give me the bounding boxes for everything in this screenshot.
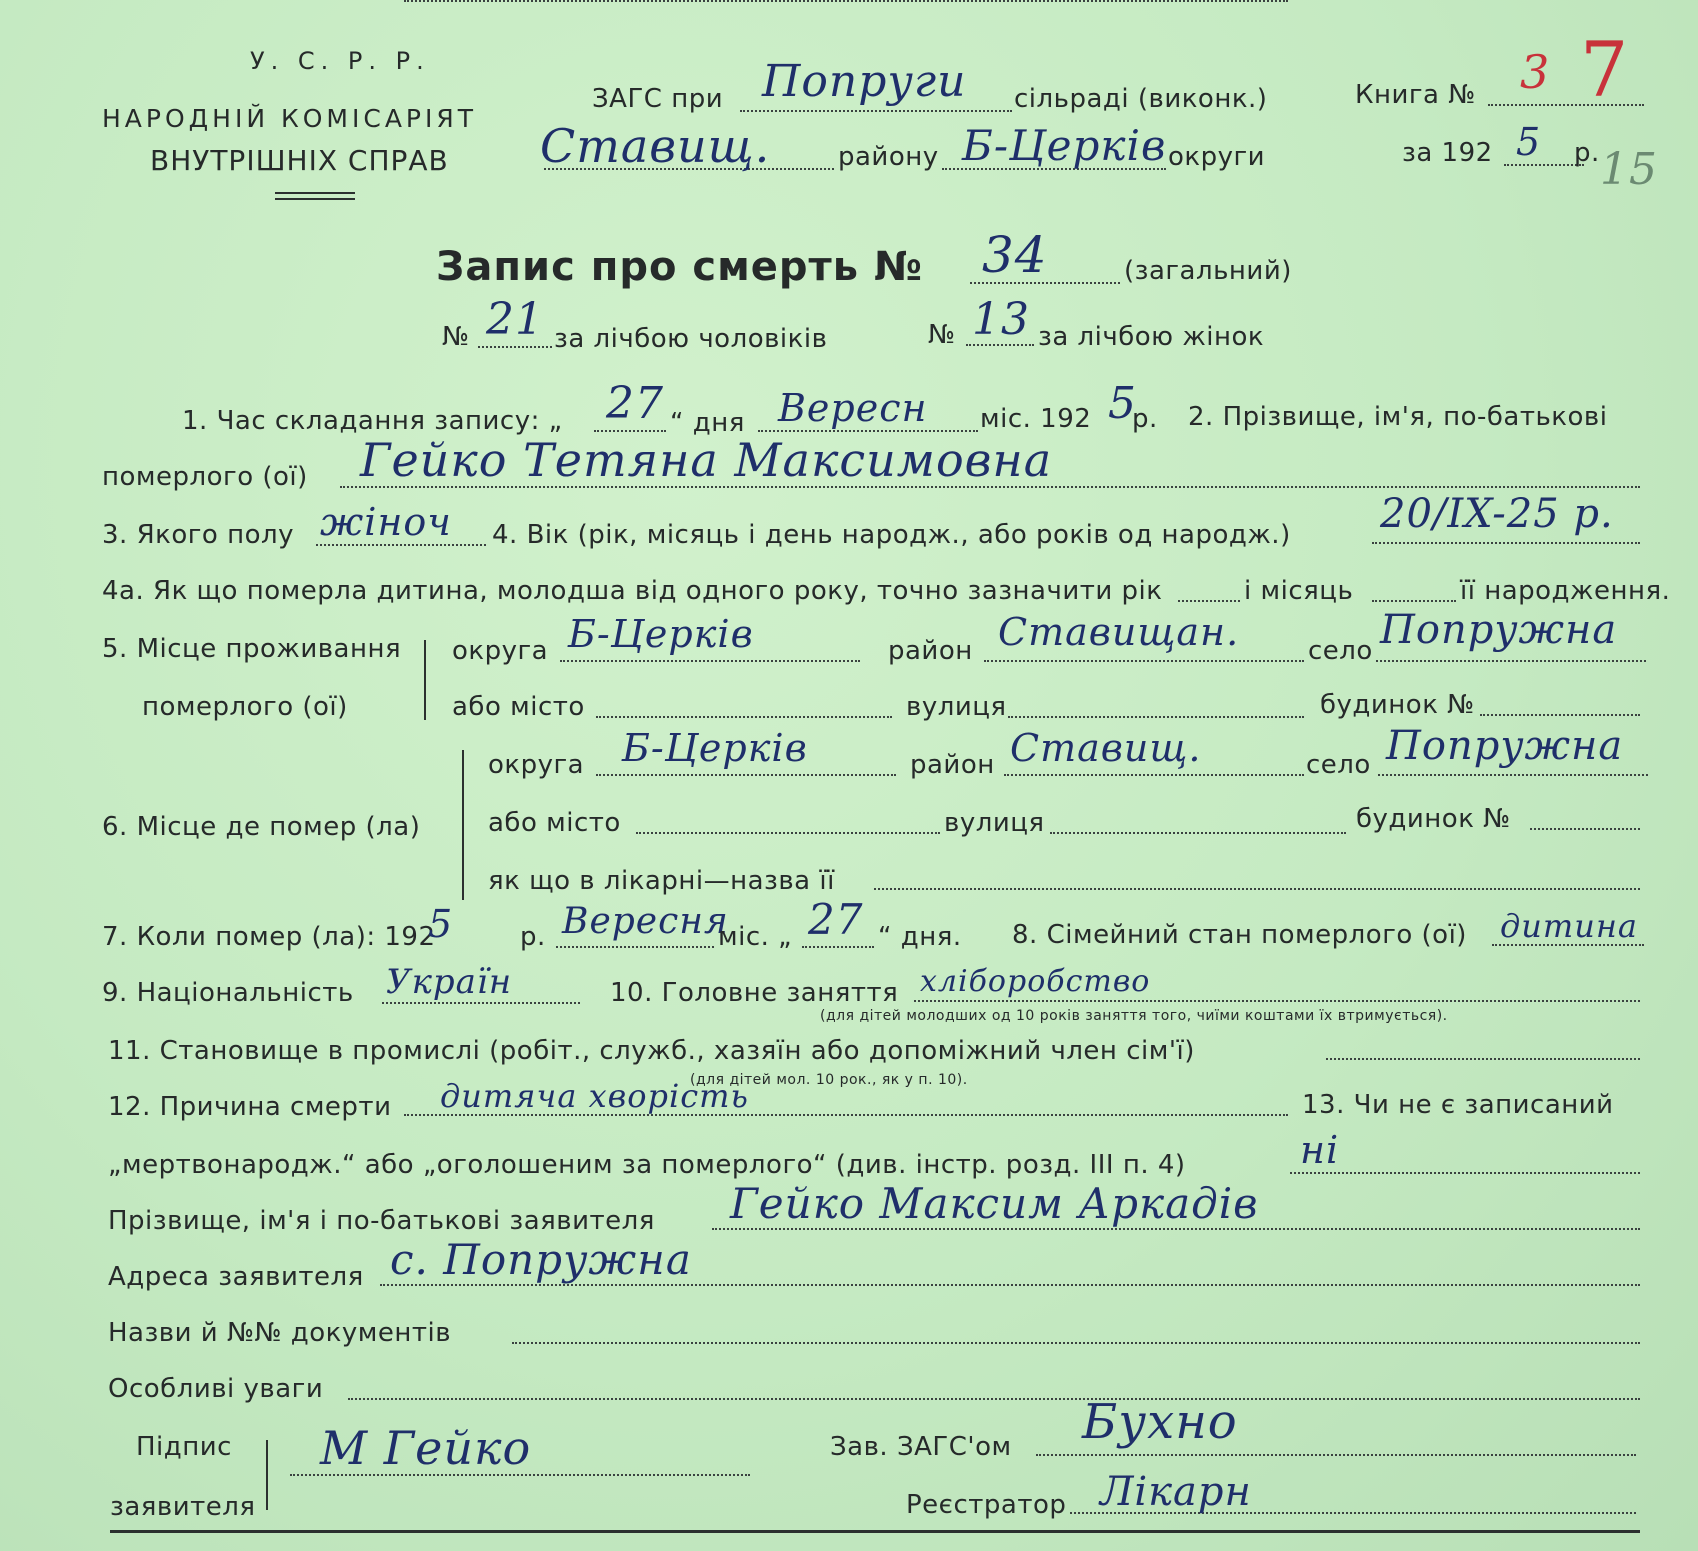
women-prefix: № bbox=[928, 320, 956, 350]
commissariat-line2: ВНУТРІШНІХ СПРАВ bbox=[150, 144, 449, 177]
zags-village-line bbox=[740, 110, 1012, 112]
f12-label: 12. Причина смерти bbox=[108, 1092, 392, 1122]
men-line bbox=[478, 346, 552, 348]
f6-label: 6. Місце де помер (ла) bbox=[102, 812, 421, 842]
f5-rayon-hw: Ставищан. bbox=[998, 610, 1240, 654]
sign-label-1: Підпис bbox=[136, 1432, 232, 1462]
f6-likarnia: як що в лікарні—назва її bbox=[488, 866, 835, 896]
f5-budynok-line bbox=[1480, 714, 1640, 716]
header-rule-1 bbox=[275, 192, 355, 194]
f3-line bbox=[316, 544, 486, 546]
f6-vulytsia-line bbox=[1050, 832, 1346, 834]
f4a-label-b: і місяць bbox=[1244, 576, 1354, 606]
f13-label: 13. Чи не є записаний bbox=[1302, 1090, 1614, 1120]
f7-month-line bbox=[556, 946, 714, 948]
f5-label: 5. Місце проживання bbox=[102, 634, 402, 664]
book-label: Книга № bbox=[1355, 80, 1476, 110]
f9-hw: Україн bbox=[386, 962, 513, 1002]
f1-year-hw: 5 bbox=[1108, 378, 1137, 429]
f4a-year-line bbox=[1178, 600, 1240, 602]
sign-brace bbox=[266, 1440, 268, 1510]
f3-label: 3. Якого полу bbox=[102, 520, 294, 550]
commissariat-line1: НАРОДНІЙ КОМІСАРІЯТ bbox=[102, 104, 478, 133]
f2-label: 2. Прізвище, ім'я, по-батькові bbox=[1188, 402, 1608, 432]
f11-label: 11. Становище в промислі (робіт., служб., хазяїн або допоміжний член сім'ї) bbox=[108, 1036, 1195, 1066]
f5-label2: померлого (ої) bbox=[142, 692, 348, 722]
women-hw: 13 bbox=[972, 294, 1030, 345]
f12-hw: дитяча хворість bbox=[440, 1077, 749, 1115]
f6-rayon-hw: Ставищ. bbox=[1010, 726, 1202, 770]
district-hw: Ставищ. bbox=[540, 119, 771, 173]
f3-hw: жіноч bbox=[320, 500, 452, 544]
ussr-header: У. С. Р. Р. bbox=[250, 47, 430, 75]
f8-label: 8. Сімейний стан померлого (ої) bbox=[1012, 920, 1467, 950]
men-label: за лічбою чоловіків bbox=[554, 324, 828, 354]
record-general-label: (загальний) bbox=[1124, 256, 1292, 286]
f1-month-label: міс. 192 bbox=[980, 404, 1092, 434]
f5-misto: або місто bbox=[452, 692, 585, 722]
f7-label: 7. Коли помер (ла): 192 bbox=[102, 922, 436, 952]
f10-note: (для дітей молодших од 10 років заняття того, чиїми коштами їх втримується). bbox=[820, 1008, 1448, 1024]
f1-month-line bbox=[758, 430, 978, 432]
f1-day-label: “ дня bbox=[670, 408, 745, 438]
f12-line-a bbox=[404, 0, 1288, 2]
f5-rayon: район bbox=[888, 636, 973, 666]
f6-vulytsia: вулиця bbox=[944, 808, 1045, 838]
year-line bbox=[1504, 164, 1584, 166]
applicant-hw: Гейко Максим Аркадів bbox=[730, 1179, 1259, 1228]
f6-budynok: будинок № bbox=[1356, 804, 1511, 834]
f9-label: 9. Національність bbox=[102, 978, 354, 1008]
zags-prefix: ЗАГС при bbox=[592, 84, 724, 114]
f10-label: 10. Головне заняття bbox=[610, 978, 899, 1008]
f5-selo-hw: Попружна bbox=[1380, 607, 1618, 653]
year-suffix: р. bbox=[1574, 138, 1600, 168]
f6-rayon-line bbox=[1004, 774, 1304, 776]
docs-line bbox=[512, 1342, 1640, 1344]
applicant-line bbox=[712, 1228, 1640, 1230]
registrar-label: Реєстратор bbox=[906, 1490, 1067, 1520]
okruga-label: округи bbox=[1168, 142, 1266, 172]
f5-vulytsia-line bbox=[1008, 716, 1304, 718]
f6-rayon: район bbox=[910, 750, 995, 780]
f5-misto-line bbox=[596, 716, 892, 718]
f5-vulytsia: вулиця bbox=[906, 692, 1007, 722]
f1-month-hw: Вересн bbox=[778, 386, 928, 430]
f6-budynok-line bbox=[1530, 828, 1640, 830]
f13-label2: „мертвонародж.“ або „оголошеним за померлого“ (див. інстр. розд. III п. 4) bbox=[108, 1150, 1186, 1180]
applicant-label: Прізвище, ім'я і по-батькові заявителя bbox=[108, 1206, 655, 1236]
f5-okruga: округа bbox=[452, 636, 549, 666]
f8-hw: дитина bbox=[1500, 907, 1638, 945]
f13-line bbox=[1290, 1172, 1640, 1174]
f6-misto-line bbox=[636, 832, 940, 834]
f6-selo-hw: Попружна bbox=[1386, 723, 1624, 769]
notes-label: Особливі уваги bbox=[108, 1374, 324, 1404]
applicant-sig-hw: М Гейко bbox=[320, 1421, 532, 1475]
head-sig-hw: Бухно bbox=[1082, 1394, 1238, 1450]
f13-hw: ні bbox=[1300, 1128, 1340, 1172]
f7-year-suffix: р. bbox=[520, 922, 546, 952]
f6-selo: село bbox=[1306, 750, 1371, 780]
f7-day-line bbox=[802, 946, 874, 948]
f6-okruga: округа bbox=[488, 750, 585, 780]
zags-suffix: сільраді (виконк.) bbox=[1014, 84, 1268, 114]
record-number-hw: 34 bbox=[982, 226, 1048, 284]
f9-line bbox=[382, 1002, 580, 1004]
registrar-sig-hw: Лікарн bbox=[1100, 1469, 1252, 1515]
margin-hw: 15 bbox=[1600, 144, 1658, 195]
f1-label: 1. Час складання запису: „ bbox=[182, 406, 563, 436]
f6-okruga-hw: Б-Церків bbox=[622, 726, 808, 770]
f11-line bbox=[1326, 1058, 1640, 1060]
book-hw: 3 bbox=[1520, 45, 1551, 99]
men-hw: 21 bbox=[486, 294, 544, 345]
f5-brace bbox=[424, 640, 426, 720]
header-rule-2 bbox=[275, 198, 355, 200]
okruga-hw: Б-Церків bbox=[962, 121, 1167, 170]
book-red-hw: 7 bbox=[1580, 25, 1630, 114]
f11-note: (для дітей мол. 10 рок., як у п. 10). bbox=[690, 1072, 968, 1088]
year-label: за 192 bbox=[1402, 138, 1493, 168]
f1-year-suffix: р. bbox=[1132, 404, 1158, 434]
year-hw: 5 bbox=[1516, 120, 1542, 164]
f6-okruga-line bbox=[596, 774, 896, 776]
f5-okruga-hw: Б-Церків bbox=[568, 612, 754, 656]
record-title: Запис про смерть № bbox=[436, 244, 924, 290]
sign-label-2: заявителя bbox=[110, 1492, 256, 1522]
men-prefix: № bbox=[442, 322, 470, 352]
f6-brace bbox=[462, 750, 464, 900]
f4a-label-a: 4а. Як що померла дитина, молодша від одного року, точно зазначити рік bbox=[102, 576, 1163, 606]
f4a-month-line bbox=[1372, 600, 1456, 602]
f2-name-hw: Гейко Тетяна Максимовна bbox=[360, 433, 1053, 487]
f4-line bbox=[1372, 542, 1640, 544]
f7-day-hw: 27 bbox=[808, 895, 864, 944]
address-label: Адреса заявителя bbox=[108, 1262, 364, 1292]
f5-selo: село bbox=[1308, 636, 1373, 666]
f6-selo-line bbox=[1378, 774, 1648, 776]
f7-year-hw: 5 bbox=[428, 902, 454, 946]
f4a-label-c: її народження. bbox=[1460, 576, 1671, 606]
address-hw: с. Попружна bbox=[390, 1235, 692, 1284]
f1-day-line bbox=[594, 430, 666, 432]
f5-selo-line bbox=[1376, 660, 1646, 662]
f5-budynok: будинок № bbox=[1320, 690, 1475, 720]
bottom-rule bbox=[110, 1530, 1640, 1533]
f4-label: 4. Вік (рік, місяць і день народж., або років од народж.) bbox=[492, 520, 1291, 550]
f6-likarnia-line bbox=[874, 888, 1640, 890]
f10-hw: хліборобство bbox=[920, 964, 1151, 999]
address-line bbox=[380, 1284, 1640, 1286]
f5-okruga-line bbox=[560, 660, 860, 662]
f5-rayon-line bbox=[984, 660, 1304, 662]
docs-label: Назви й №№ документів bbox=[108, 1318, 452, 1348]
f2-label2: померлого (ої) bbox=[102, 462, 308, 492]
head-label: Зав. ЗАГС'ом bbox=[830, 1432, 1012, 1462]
women-label: за лічбою жінок bbox=[1038, 322, 1265, 352]
notes-line bbox=[348, 1398, 1640, 1400]
district-label: району bbox=[838, 142, 939, 172]
f1-day-hw: 27 bbox=[606, 378, 664, 429]
f7-month-hw: Вересня bbox=[562, 901, 729, 942]
head-sig-line bbox=[1036, 1454, 1636, 1456]
f4-hw: 20/IX-25 р. bbox=[1380, 491, 1614, 537]
f7-day-label: “ дня. bbox=[878, 922, 962, 952]
f6-misto: або місто bbox=[488, 808, 621, 838]
f7-month-label: міс. „ bbox=[718, 922, 793, 952]
zags-village-hw: Попруги bbox=[762, 56, 967, 107]
